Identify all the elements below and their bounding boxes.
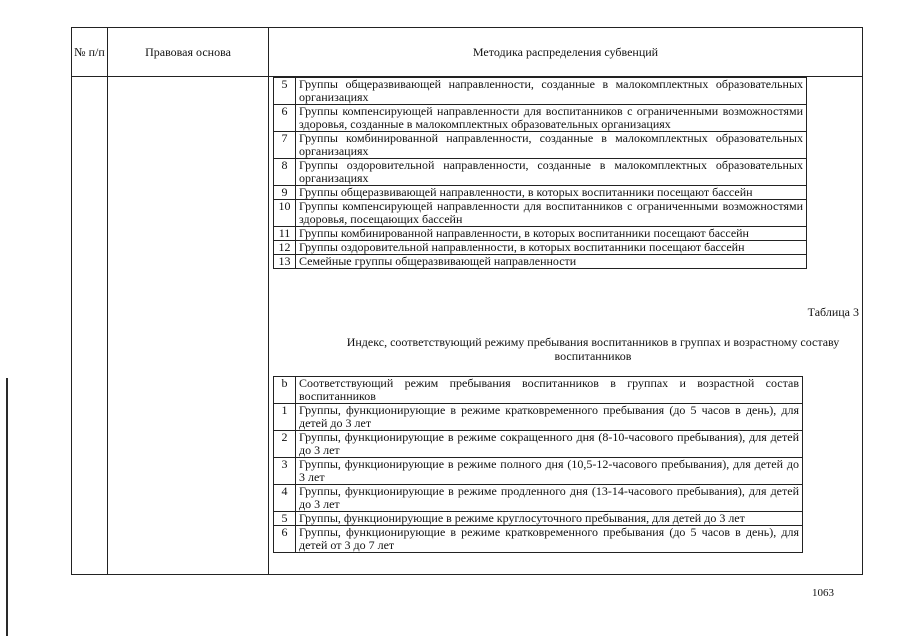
legal-basis-cell [108,77,269,575]
table-header-row [274,377,803,404]
table-row [274,241,807,255]
row-number: 6 [274,526,296,553]
stay-mode-index-table [273,376,803,553]
table-row [274,105,807,132]
main-table [71,27,863,575]
row-text: Семейные группы общеразвивающей направленности [296,255,807,269]
table-row [274,526,803,553]
row-text: Группы общеразвивающей направленности, в которых воспитанники посещают бассейн [296,186,807,200]
row-number: 1 [274,404,296,431]
row-text: Группы, функционирующие в режиме продленного дня (13-14-часового пребывания), для детей до 3 лет [296,485,803,512]
row-text: Группы, функционирующие в режиме полного дня (10,5-12-часового пребывания), для детей до 3 лет [296,458,803,485]
row-number: 2 [274,431,296,458]
row-number: 6 [274,105,296,132]
row-number: 4 [274,485,296,512]
mode-column-header: Соответствующий режим пребывания воспитанников в группах и возрастной состав воспитанников [296,377,803,404]
row-number: 12 [274,241,296,255]
table-row [274,485,803,512]
header-num: № п/п [72,28,108,77]
row-text: Группы компенсирующей направленности для воспитанников с ограниченными возможностями здоровья, посещающих бассейн [296,200,807,227]
row-text: Группы комбинированной направленности, созданные в малокомплектных образовательных организациях [296,132,807,159]
row-number: 10 [274,200,296,227]
row-number: 13 [274,255,296,269]
table-row [274,458,803,485]
row-text: Группы, функционирующие в режиме сокращенного дня (8-10-часового пребывания), для детей до 3 лет [296,431,803,458]
table-row [274,512,803,526]
page-number: 1063 [812,587,834,599]
table-row [274,255,807,269]
main-table-header [72,28,863,77]
row-text: Группы, функционирующие в режиме кратковременного пребывания (до 5 часов в день), для детей от 3 до 7 лет [296,526,803,553]
table-row [274,200,807,227]
scan-edge-line [6,378,8,636]
table-row [274,159,807,186]
header-legal-basis: Правовая основа [108,28,269,77]
row-number: 9 [274,186,296,200]
row-number: 5 [274,78,296,105]
row-text: Группы комбинированной направленности, в которых воспитанники посещают бассейн [296,227,807,241]
group-types-table [273,77,807,269]
row-text: Группы, функционирующие в режиме кратковременного пребывания (до 5 часов в день), для детей до 3 лет [296,404,803,431]
table-row [274,78,807,105]
header-methodology: Методика распределения субвенций [269,28,863,77]
row-text: Группы, функционирующие в режиме круглосуточного пребывания, для детей до 3 лет [296,512,803,526]
table-row [274,186,807,200]
main-table-body-row [72,77,863,575]
row-number: 3 [274,458,296,485]
num-cell [72,77,108,575]
row-text: Группы компенсирующей направленности для воспитанников с ограниченными возможностями здоровья, созданные в малокомплектных образовательных организациях [296,105,807,132]
table-3-caption: Индекс, соответствующий режиму пребывания воспитанников в группах и возрастному составу воспитанников [346,335,840,363]
methodology-cell [269,77,863,575]
row-number: 11 [274,227,296,241]
table-row [274,132,807,159]
index-column-header: b [274,377,296,404]
row-number: 8 [274,159,296,186]
row-number: 5 [274,512,296,526]
table-row [274,227,807,241]
table-row [274,404,803,431]
row-text: Группы оздоровительной направленности, созданные в малокомплектных образовательных организациях [296,159,807,186]
row-text: Группы общеразвивающей направленности, созданные в малокомплектных образовательных организациях [296,78,807,105]
row-text: Группы оздоровительной направленности, в которых воспитанники посещают бассейн [296,241,807,255]
table-row [274,431,803,458]
row-number: 7 [274,132,296,159]
table-3-label: Таблица 3 [807,305,859,319]
